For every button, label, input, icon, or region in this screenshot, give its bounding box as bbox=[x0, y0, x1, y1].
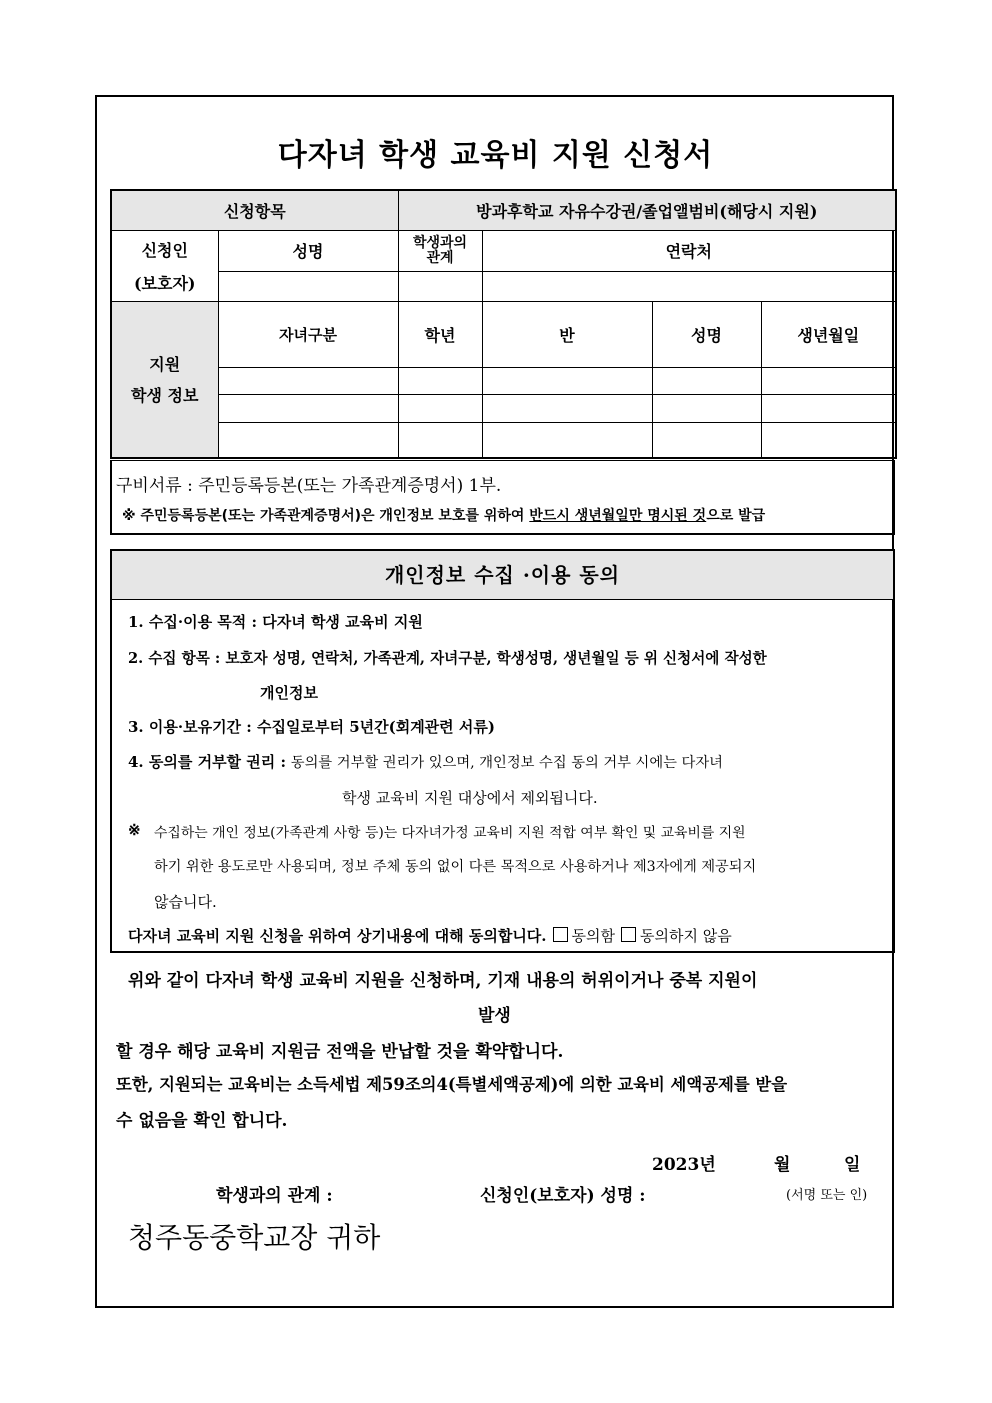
students-label bbox=[111, 301, 218, 458]
consent-note-line3: 않습니다. bbox=[154, 893, 217, 911]
applicant-label-line1: 신청인 bbox=[141, 240, 188, 260]
student-name-cell[interactable] bbox=[652, 394, 761, 422]
note-underlined: 반드시 생년월일만 명시된 것 bbox=[529, 508, 707, 524]
class-cell[interactable] bbox=[482, 367, 652, 394]
class-cell[interactable] bbox=[482, 394, 652, 422]
required-documents-note bbox=[122, 505, 765, 525]
pledge-line-2: 발생 bbox=[478, 1006, 511, 1026]
note-suffix: 으로 발급 bbox=[706, 508, 766, 524]
disagree-label: 동의하지 않음 bbox=[640, 927, 732, 945]
item-value: 방과후학교 자유수강권/졸업앨범비(해당시 지원) bbox=[398, 190, 896, 230]
consent-item-3: 3. 이용·보유기간 : 수집일로부터 5년간(회계관련 서류) bbox=[128, 718, 495, 736]
consent-item-1: 1. 수집·이용 목적 : 다자녀 학생 교육비 지원 bbox=[128, 613, 423, 631]
student-row bbox=[111, 367, 896, 394]
application-table bbox=[110, 189, 897, 459]
consent-item-4-text: 동의를 거부할 권리가 있으며, 개인정보 수집 동의 거부 시에는 다자녀 bbox=[290, 755, 723, 771]
applicant-name-header: 성명 bbox=[218, 230, 398, 271]
form-title: 다자녀 학생 교육비 지원 신청서 bbox=[277, 138, 714, 173]
agreement-statement: 다자녀 교육비 지원 신청을 위하여 상기내용에 대해 동의합니다. bbox=[128, 927, 547, 945]
student-row bbox=[111, 422, 896, 458]
child-type-cell[interactable] bbox=[218, 367, 398, 394]
agree-label: 동의함 bbox=[571, 927, 616, 945]
child-type-cell[interactable] bbox=[218, 394, 398, 422]
student-name-cell[interactable] bbox=[652, 367, 761, 394]
sign-month: 월 bbox=[774, 1155, 791, 1175]
birthdate-cell[interactable] bbox=[761, 367, 896, 394]
birthdate-cell[interactable] bbox=[761, 422, 896, 458]
student-name-cell[interactable] bbox=[652, 422, 761, 458]
required-documents bbox=[110, 460, 895, 535]
privacy-consent-box bbox=[110, 549, 895, 953]
student-row bbox=[111, 394, 896, 422]
child-type-header: 자녀구분 bbox=[218, 301, 398, 367]
consent-item-2: 2. 수집 항목 : 보호자 성명, 연락처, 가족관계, 자녀구분, 학생성명, 생년월일 등 위 신청서에 작성한 bbox=[128, 650, 767, 667]
required-documents-line: 구비서류 : 주민등록등본(또는 가족관계증명서) 1부. bbox=[116, 476, 502, 496]
applicant-label bbox=[111, 230, 218, 301]
disagree-checkbox[interactable] bbox=[621, 927, 636, 942]
relation-header: 학생과의 관계 bbox=[398, 230, 482, 271]
sign-year: 2023년 bbox=[652, 1155, 716, 1175]
note-prefix: ※ 주민등록등본(또는 가족관계증명서)은 개인정보 보호를 위하여 bbox=[122, 508, 530, 524]
note-mark: ※ bbox=[128, 821, 141, 839]
grade-cell[interactable] bbox=[398, 367, 482, 394]
grade-header: 학년 bbox=[398, 301, 482, 367]
grade-cell[interactable] bbox=[398, 394, 482, 422]
class-cell[interactable] bbox=[482, 422, 652, 458]
grade-cell[interactable] bbox=[398, 422, 482, 458]
item-label: 신청항목 bbox=[111, 190, 398, 230]
consent-item-4 bbox=[128, 751, 723, 772]
agree-checkbox[interactable] bbox=[553, 927, 568, 942]
consent-item-4-label: 4. 동의를 거부할 권리 : bbox=[128, 753, 287, 771]
relation-cell[interactable] bbox=[398, 271, 482, 301]
pledge-line-3: 할 경우 해당 교육비 지원금 전액을 반납할 것을 확약합니다. bbox=[116, 1042, 564, 1062]
child-type-cell[interactable] bbox=[218, 422, 398, 458]
applicant-sign-label: 신청인(보호자) 성명 : bbox=[480, 1186, 646, 1206]
consent-note-line1: 수집하는 개인 정보(가족관계 사항 등)는 다자녀가정 교육비 지원 적합 여부 확인 및 교육비를 지원 bbox=[154, 825, 746, 841]
birthdate-cell[interactable] bbox=[761, 394, 896, 422]
birthdate-header: 생년월일 bbox=[761, 301, 896, 367]
relation-sign-label: 학생과의 관계 : bbox=[216, 1186, 333, 1206]
consent-note-line2: 하기 위한 용도로만 사용되며, 정보 주체 동의 없이 다른 목적으로 사용하거나 제3자에게 제공되지 bbox=[154, 859, 757, 875]
student-name-header: 성명 bbox=[652, 301, 761, 367]
consent-item-2-cont: 개인정보 bbox=[260, 684, 318, 702]
applicant-name-cell[interactable] bbox=[218, 271, 398, 301]
class-header: 반 bbox=[482, 301, 652, 367]
students-label-line1: 지원 bbox=[149, 355, 181, 375]
consent-item-4-cont: 학생 교육비 지원 대상에서 제외됩니다. bbox=[342, 789, 598, 807]
sign-day: 일 bbox=[844, 1155, 861, 1175]
students-label-line2: 학생 정보 bbox=[131, 386, 199, 406]
contact-cell[interactable] bbox=[482, 271, 896, 301]
consent-agreement bbox=[128, 925, 732, 946]
applicant-label-line2: (보호자) bbox=[133, 273, 196, 293]
consent-heading: 개인정보 수집 ·이용 동의 bbox=[112, 551, 893, 600]
sign-hint: (서명 또는 인) bbox=[786, 1188, 868, 1203]
pledge-line-5: 수 없음을 확인 합니다. bbox=[116, 1111, 288, 1131]
pledge-line-1: 위와 같이 다자녀 학생 교육비 지원을 신청하며, 기재 내용의 허위이거나 중복 지원이 bbox=[128, 971, 758, 991]
addressee: 청주동중학교장 귀하 bbox=[128, 1221, 381, 1254]
pledge-line-4: 또한, 지원되는 교육비는 소득세법 제59조의4(특별세액공제)에 의한 교육비 세액공제를 받을 bbox=[116, 1075, 788, 1094]
contact-header: 연락처 bbox=[482, 230, 896, 271]
